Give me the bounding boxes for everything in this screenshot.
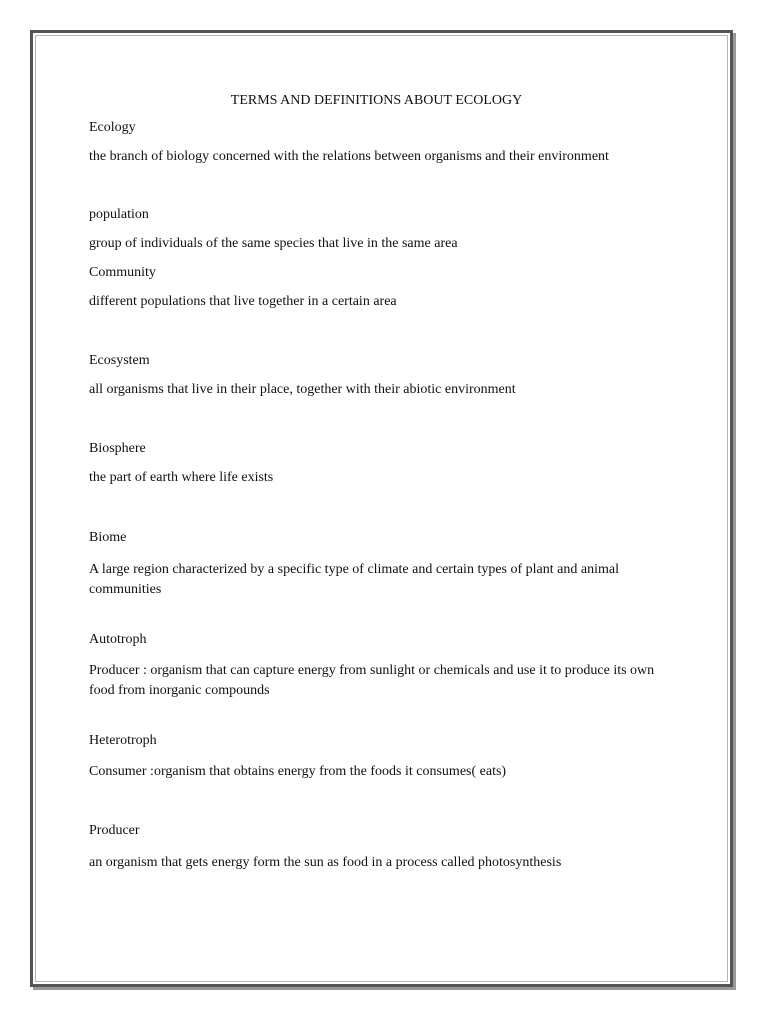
definition-text: A large region characterized by a specific type of climate and certain types of plant and animal communities	[89, 562, 619, 597]
definition-text: all organisms that live in their place, together with their abiotic environment	[89, 382, 516, 397]
term-label: Autotroph	[89, 632, 147, 647]
definition-entry-producer	[89, 821, 664, 873]
definition-text: group of individuals of the same species that live in the same area	[89, 236, 458, 251]
definition-entry-ecosystem	[89, 351, 664, 400]
term-label: Producer	[89, 823, 140, 838]
definition-entry-biosphere	[89, 439, 664, 488]
term-label: Biome	[89, 530, 127, 545]
definition-text: different populations that live together in a certain area	[89, 294, 397, 309]
document-page	[30, 30, 733, 987]
definition-text: an organism that gets energy form the sun as food in a process called photosynthesis	[89, 855, 562, 870]
definition-entry-biome	[89, 528, 664, 600]
document-title: TERMS AND DEFINITIONS ABOUT ECOLOGY	[230, 93, 523, 108]
definition-text: Consumer :organism that obtains energy from the foods it consumes( eats)	[89, 764, 507, 779]
definition-text: Producer : organism that can capture energy from sunlight or chemicals and use it to produce its own food from inorganic compounds	[89, 663, 655, 698]
definition-entry-community	[89, 263, 664, 312]
term-label: Biosphere	[89, 441, 146, 456]
definition-entry-ecology	[89, 118, 664, 167]
term-label: Community	[89, 265, 156, 280]
term-label: Ecology	[89, 120, 136, 135]
definition-text: the branch of biology concerned with the relations between organisms and their environment	[89, 149, 609, 164]
term-label: Heterotroph	[89, 733, 157, 748]
document-body	[89, 91, 664, 873]
definition-entry-population	[89, 205, 664, 254]
definition-entry-heterotroph	[89, 731, 664, 782]
definition-text: the part of earth where life exists	[89, 470, 274, 485]
term-label: Ecosystem	[89, 353, 150, 368]
term-label: population	[89, 207, 149, 222]
definition-entry-autotroph	[89, 630, 664, 701]
